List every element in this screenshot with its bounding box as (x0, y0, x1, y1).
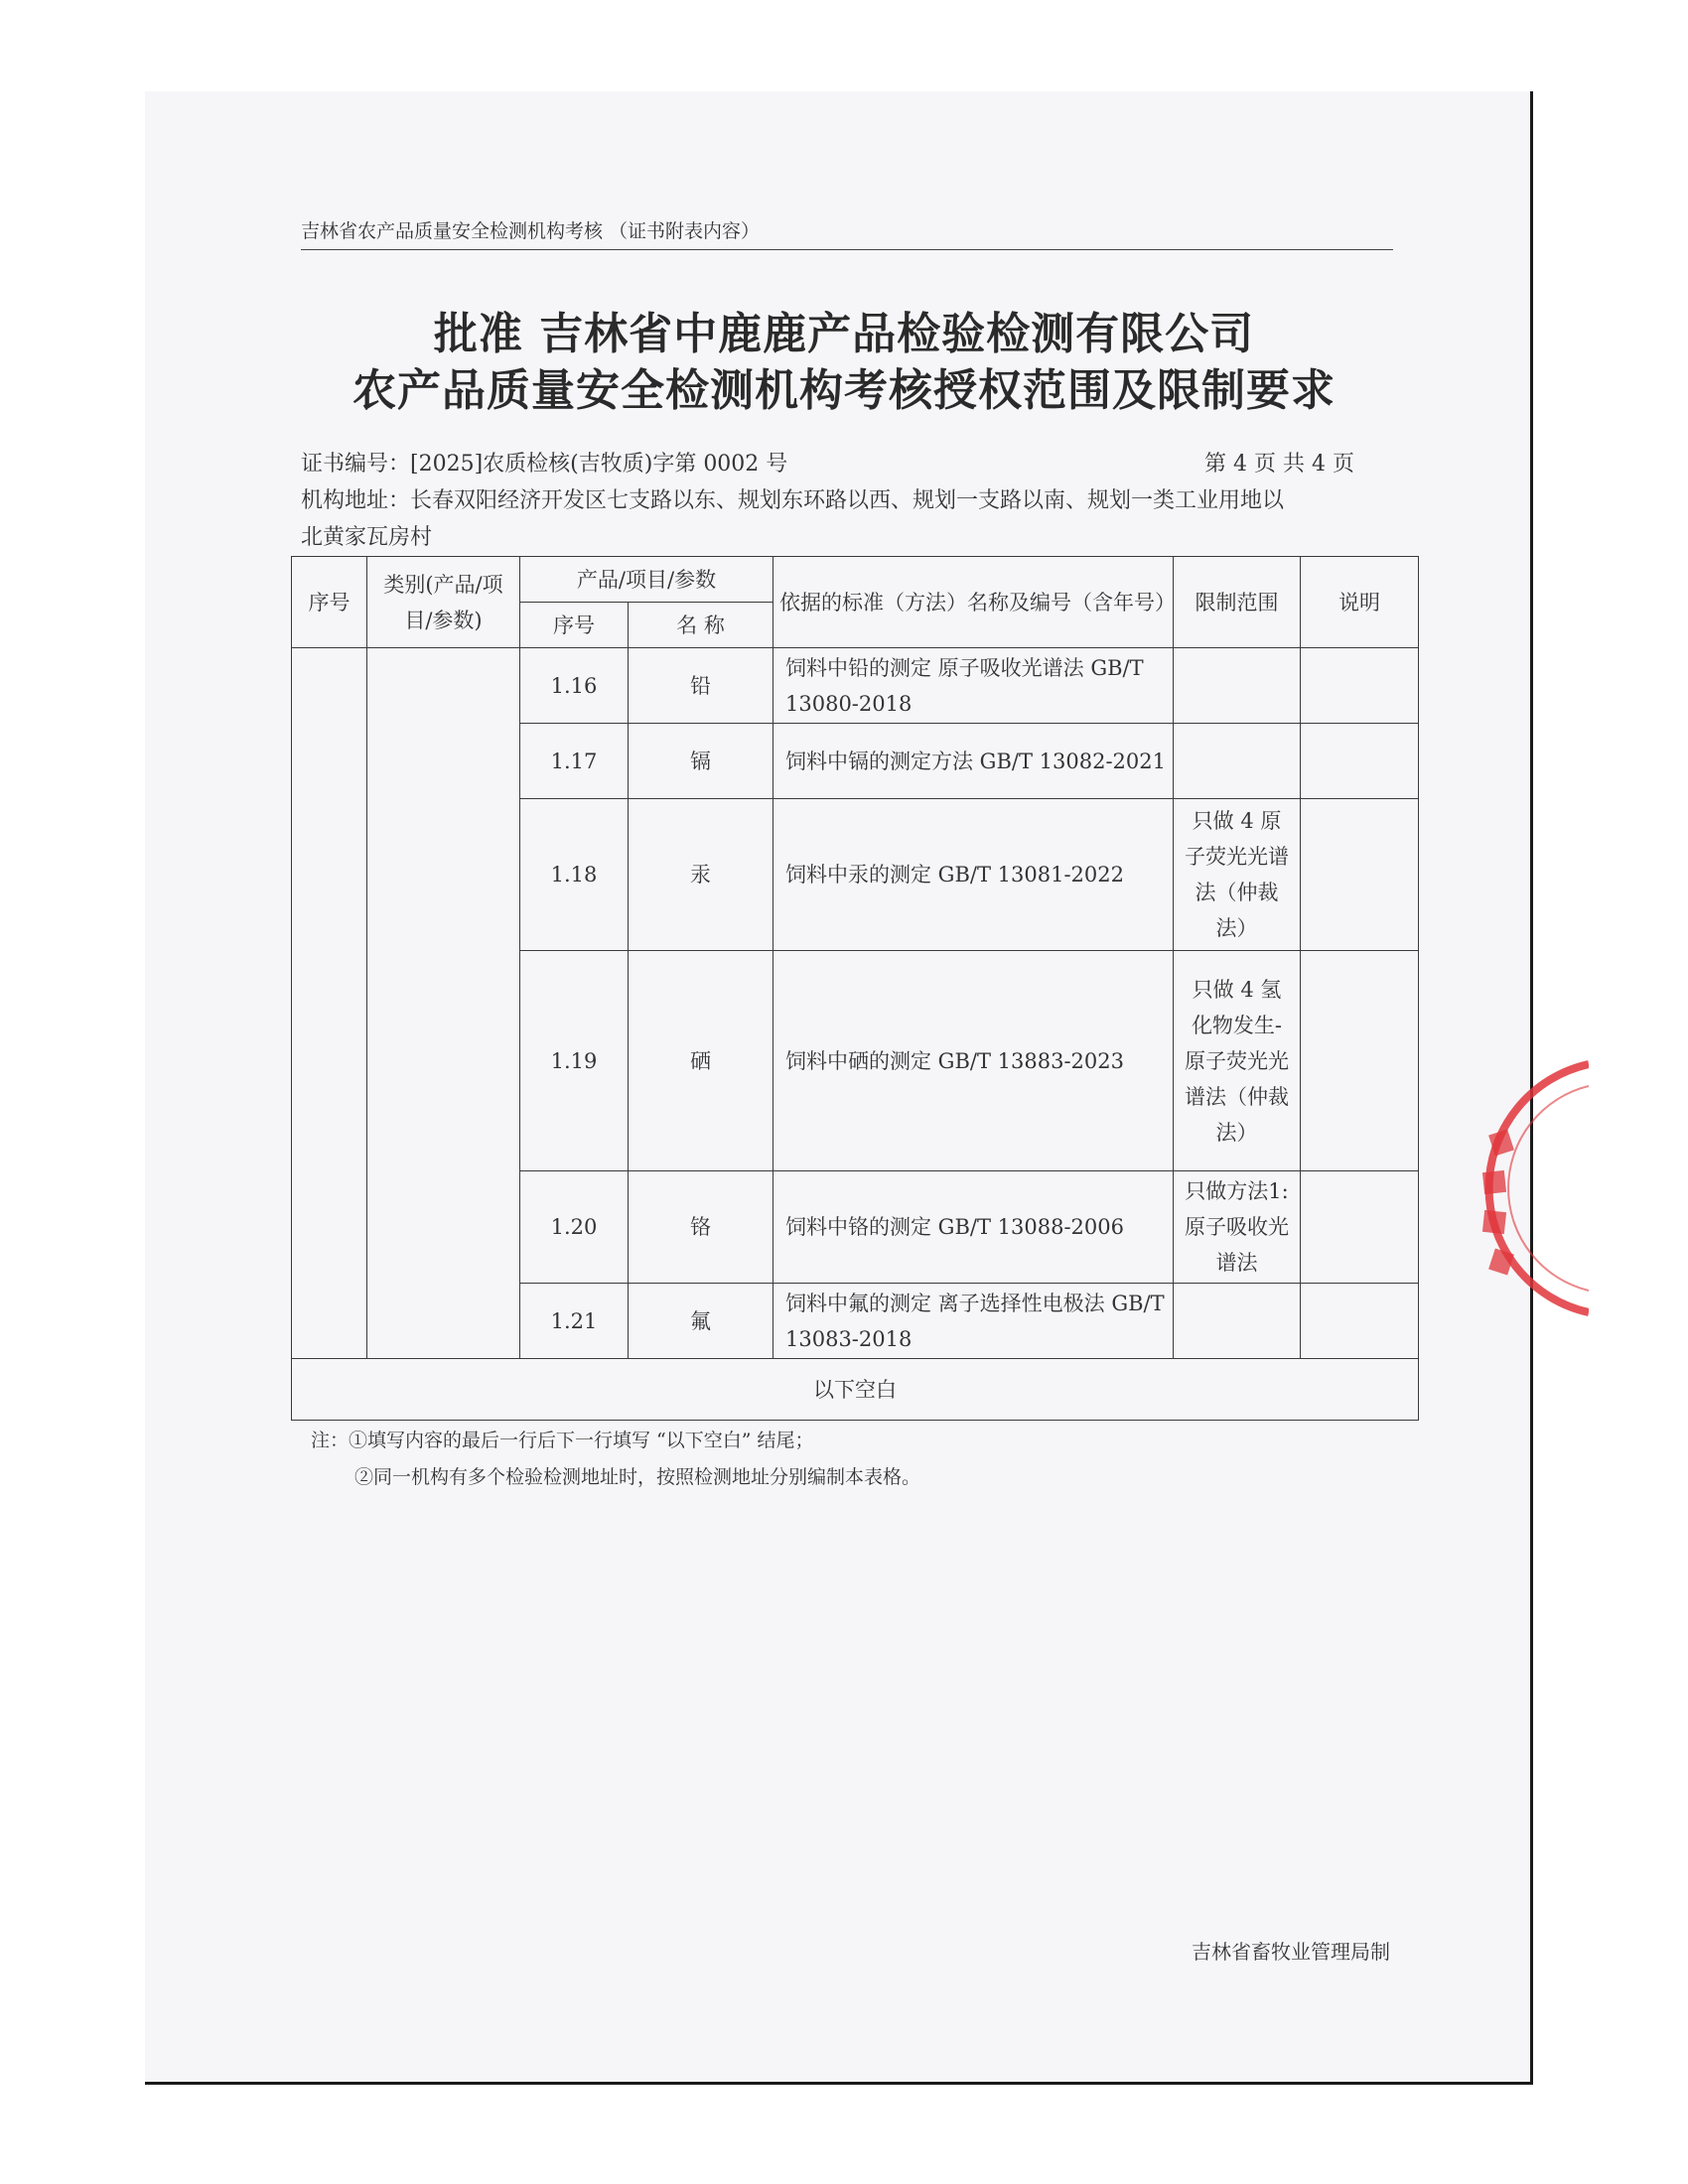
row-name: 铅 (629, 648, 774, 724)
row-limit: 只做 4 原子荧光光谱法（仲裁法） (1174, 799, 1301, 951)
row-seq: 1.17 (520, 724, 629, 799)
row-standard: 饲料中铬的测定 GB/T 13088-2006 (774, 1171, 1174, 1284)
header-note: 说明 (1301, 557, 1419, 648)
row-note (1301, 1171, 1419, 1284)
header-product-group: 产品/项目/参数 (520, 557, 774, 603)
row-limit: 只做方法1:原子吸收光谱法 (1174, 1171, 1301, 1284)
group-category-cell (367, 648, 520, 1359)
row-limit: 只做 4 氢化物发生-原子荧光光谱法（仲裁法） (1174, 951, 1301, 1171)
group-seq-cell (292, 648, 367, 1359)
header-sub-seq: 序号 (520, 603, 629, 648)
row-name: 硒 (629, 951, 774, 1171)
page-indicator: 第 4 页 共 4 页 (1204, 452, 1354, 477)
row-name: 镉 (629, 724, 774, 799)
row-standard: 饲料中铅的测定 原子吸收光谱法 GB/T 13080-2018 (774, 648, 1174, 724)
row-seq: 1.18 (520, 799, 629, 951)
header-category: 类别(产品/项目/参数) (367, 557, 520, 648)
notes (311, 1423, 920, 1496)
row-name: 汞 (629, 799, 774, 951)
row-note (1301, 724, 1419, 799)
row-standard: 饲料中镉的测定方法 GB/T 13082-2021 (774, 724, 1174, 799)
title-line-2: 农产品质量安全检测机构考核授权范围及限制要求 (352, 365, 1336, 416)
row-standard: 饲料中氟的测定 离子选择性电极法 GB/T 13083-2018 (774, 1284, 1174, 1359)
row-limit (1174, 724, 1301, 799)
title-line-1: 批准 吉林省中鹿鹿产品检验检测有限公司 (433, 309, 1255, 359)
table-row (292, 648, 1419, 724)
address-line-2: 北黄家瓦房村 (301, 525, 433, 550)
table-end-marker: 以下空白 (292, 1359, 1419, 1421)
note-2: ②同一机构有多个检验检测地址时，按照检测地址分别编制本表格。 (354, 1466, 921, 1488)
header-standard: 依据的标准（方法）名称及编号（含年号） (774, 557, 1174, 648)
row-limit (1174, 648, 1301, 724)
note-1: 注：①填写内容的最后一行后下一行填写 “以下空白” 结尾； (311, 1430, 814, 1451)
row-seq: 1.20 (520, 1171, 629, 1284)
scope-table (291, 556, 1419, 1421)
address-line-1: 机构地址：长春双阳经济开发区七支路以东、规划东环路以西、规划一支路以南、规划一类工业用地以 (301, 488, 1285, 513)
row-seq: 1.21 (520, 1284, 629, 1359)
header-seq: 序号 (292, 557, 367, 648)
row-name: 铬 (629, 1171, 774, 1284)
row-seq: 1.16 (520, 648, 629, 724)
header-limit: 限制范围 (1174, 557, 1301, 648)
row-note (1301, 799, 1419, 951)
row-seq: 1.19 (520, 951, 629, 1171)
row-limit (1174, 1284, 1301, 1359)
row-note (1301, 1284, 1419, 1359)
row-name: 氟 (629, 1284, 774, 1359)
row-note (1301, 648, 1419, 724)
issuer-footer: 吉林省畜牧业管理局制 (1192, 1940, 1390, 1964)
header-name: 名 称 (629, 603, 774, 648)
row-note (1301, 951, 1419, 1171)
red-seal-stamp (1470, 1052, 1589, 1320)
certificate-number: 证书编号：[2025]农质检核(吉牧质)字第 0002 号 (301, 452, 788, 477)
document-header: 吉林省农产品质量安全检测机构考核 （证书附表内容） (301, 216, 1393, 250)
row-standard: 饲料中硒的测定 GB/T 13883-2023 (774, 951, 1174, 1171)
row-standard: 饲料中汞的测定 GB/T 13081-2022 (774, 799, 1174, 951)
